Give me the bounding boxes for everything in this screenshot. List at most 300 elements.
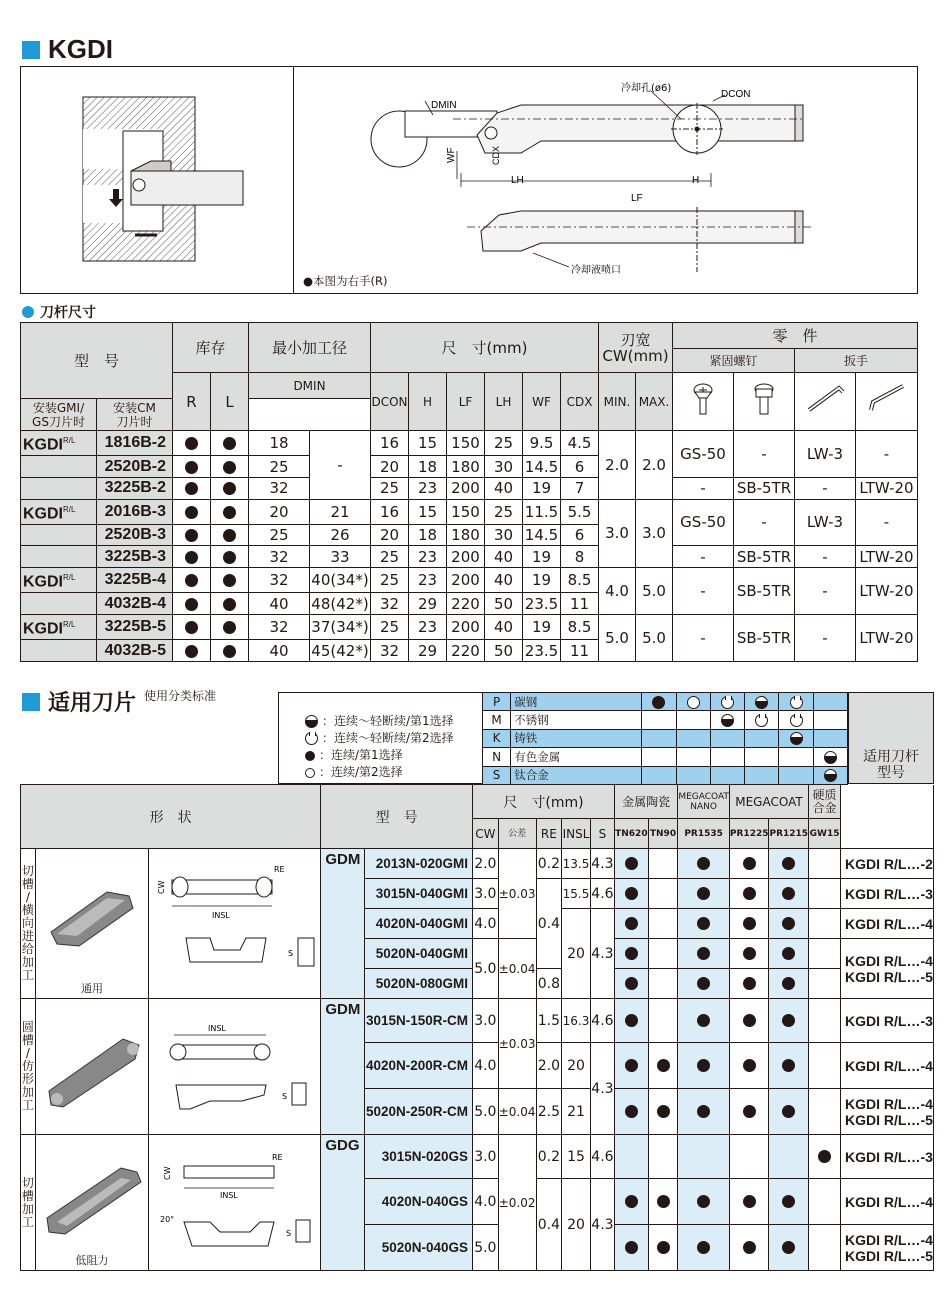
dcon-cell: 16 [371, 431, 409, 456]
dcon-cell: 25 [371, 614, 409, 639]
dcon-cell: 20 [371, 524, 409, 546]
wrench1-cell: - [795, 568, 856, 615]
insl-cell: 20 [562, 909, 591, 999]
insert-photo-cm [35, 999, 149, 1135]
cm-cell: 21 [310, 499, 371, 524]
wf-cell: 11.5 [523, 499, 561, 524]
insert-photo-label: 低阻力 [75, 1254, 109, 1267]
screw-gs-icon [673, 373, 734, 431]
legend-item: ：连续～轻断续/第2选择 [305, 730, 482, 747]
series-label: $KGDI^{R/L}$ [21, 431, 97, 456]
insert-drawing-gmi [149, 849, 321, 999]
lh-cell: 25 [485, 499, 523, 524]
lf-cell: 150 [447, 499, 485, 524]
half-open-dot-icon [745, 711, 779, 729]
cw-min-cell: 2.0 [599, 431, 636, 500]
gmi-cell: 18 [249, 431, 310, 456]
svg-text:INSL: INSL [219, 1190, 238, 1200]
filled-dot-icon [615, 1089, 649, 1135]
wf-cell: 14.5 [523, 524, 561, 546]
cm-cell: 45(42*) [311, 641, 369, 660]
holder-bar-left [131, 171, 243, 205]
hdr-re: RE [536, 819, 562, 849]
cm-cell: 33 [310, 546, 371, 568]
hdr-shape: 形 状 [21, 785, 321, 849]
hdr-l: L [211, 373, 249, 431]
half-open-dot-icon [305, 732, 318, 745]
holder-diagram [21, 67, 919, 295]
filled-dot-icon [729, 1179, 769, 1225]
cw-cell: 4.0 [473, 909, 499, 939]
wf-cell: 19 [523, 614, 561, 639]
dcon-cell: 32 [371, 640, 409, 662]
h-cell: 23 [409, 477, 447, 499]
screw1-cell: GS-50 [673, 499, 734, 546]
cw-cell: 4.0 [473, 1043, 499, 1089]
stock-r-dot-icon [173, 614, 211, 639]
svg-text:INSL: INSL [207, 1023, 226, 1033]
h-cell: 29 [409, 640, 447, 662]
insert-photo-gmi [35, 849, 149, 999]
lh-cell: 40 [485, 568, 523, 593]
re-cell: 0.4 [536, 1179, 562, 1271]
hdr-cdx: CDX [561, 373, 599, 431]
material-table [482, 692, 848, 785]
h-cell: 29 [409, 593, 447, 615]
filled-dot-icon [769, 1179, 809, 1225]
re-cell: 2.0 [536, 1043, 562, 1089]
insert-photo-label: 通用 [81, 982, 104, 995]
filled-dot-icon [615, 1179, 649, 1225]
insert-model-cell: 5020N-040GS [364, 1225, 472, 1271]
coolant-hole-label: 冷却孔(ø6) [621, 83, 672, 94]
lh-cell: 50 [485, 640, 523, 662]
insert-drawing-cm [149, 999, 321, 1135]
holder-cell: KGDI R/L…-4 [841, 909, 934, 939]
lf-cell: 150 [447, 431, 485, 456]
half-dot-icon [745, 693, 779, 711]
s-cell: 4.3 [590, 1179, 614, 1271]
insert-model-cell: 2013N-020GMI [364, 849, 472, 879]
model-cell: 3225B-4 [97, 568, 173, 593]
insert-group-label: GDM [321, 849, 365, 999]
filled-dot-icon [769, 879, 809, 909]
hdr-megacoat: MEGACOAT [729, 785, 808, 819]
half-dot-icon [813, 748, 847, 766]
lh-cell: 25 [485, 431, 523, 456]
filled-dot-icon [678, 879, 730, 909]
svg-text:S: S [285, 1228, 291, 1238]
title-square-icon [22, 693, 40, 711]
wf-cell: 14.5 [523, 456, 561, 478]
table-row [21, 568, 918, 593]
svg-text:RE: RE [271, 1152, 283, 1162]
insl-cell: 16.3 [562, 999, 591, 1043]
holder-cell: KGDI R/L…-2 [841, 849, 934, 879]
section2-subtitle: 使用分类标准 [144, 689, 217, 703]
legend-item: ：连续/第1选择 [305, 747, 482, 764]
s-cell: 4.6 [590, 999, 614, 1043]
wrench2-cell: - [856, 499, 918, 546]
filled-dot-icon [769, 1225, 809, 1271]
coolant-nozzle-label: 冷却液喷口 [571, 265, 621, 276]
svg-text:INSL: INSL [211, 910, 230, 920]
screw-sb-icon [734, 373, 795, 431]
legend-item: ：连续/第2选择 [305, 764, 482, 781]
filled-dot-icon [678, 1089, 730, 1135]
svg-text:S: S [287, 948, 293, 958]
tol-cell: ±0.03 [498, 999, 536, 1089]
insert-group-label: GDM [321, 999, 365, 1135]
lf-label: LF [631, 193, 643, 204]
lh-cell: 40 [485, 546, 523, 568]
hdr-lf: LF [447, 373, 485, 431]
re-cell: 1.5 [536, 999, 562, 1043]
stock-r-dot-icon [173, 593, 211, 615]
half-dot-icon [813, 766, 847, 784]
cdx-cell: 6 [561, 524, 599, 546]
cm-cell: 37(34*) [310, 614, 371, 639]
holder-cell: KGDI R/L…-4 KGDI R/L…-5 [841, 939, 934, 999]
model-cell: 4032B-4 [97, 593, 173, 615]
table-row [21, 999, 934, 1043]
gmi-cell: 25 [249, 456, 310, 478]
insert-model-cell: 3015N-150R-CM [364, 999, 472, 1043]
h-cell: 15 [409, 431, 447, 456]
cdx-cell: 11 [561, 593, 599, 615]
wrench2-cell: LTW-20 [856, 568, 918, 615]
screw2-cell: - [734, 499, 795, 546]
material-row: M 不锈钢 [483, 711, 848, 729]
filled-dot-icon [769, 1089, 809, 1135]
gmi-cell: 20 [249, 499, 310, 524]
filled-dot-icon [729, 1043, 769, 1089]
filled-dot-icon [648, 1225, 678, 1271]
half-open-dot-icon [779, 693, 813, 711]
hdr-cw: CW [473, 819, 499, 849]
stock-r-dot-icon [173, 568, 211, 593]
legend-box [278, 692, 482, 784]
stock-r-dot-icon [173, 477, 211, 499]
hdr-r: R [173, 373, 211, 431]
filled-dot-icon [769, 969, 809, 999]
hdr-grade-pr1215: PR1215 [769, 819, 809, 849]
filled-dot-icon [729, 939, 769, 969]
category-label: 圆 槽 / 仿 形 加 工 [21, 999, 36, 1135]
cw-max-cell: 5.0 [636, 614, 673, 661]
hdr-carbide: 硬质 合金 [809, 785, 841, 819]
hdr-screw: 紧固螺钉 [673, 349, 795, 373]
stock-l-dot-icon [211, 640, 249, 662]
cdx-cell: 4.5 [561, 431, 599, 456]
lf-cell: 200 [447, 614, 485, 639]
cw-cell: 5.0 [473, 939, 499, 999]
category-label: 切 槽 / 横 向 进 给 加 工 [21, 849, 36, 999]
lf-cell: 180 [447, 456, 485, 478]
stock-r-dot-icon [173, 546, 211, 568]
gmi-cell: 40 [249, 593, 310, 615]
wrench-ltw-icon [856, 373, 918, 431]
cdx-cell: 8.5 [561, 614, 599, 639]
lf-cell: 200 [447, 477, 485, 499]
open-dot-icon [305, 768, 315, 778]
gmi-cell: 25 [249, 524, 310, 546]
tol-cell: ±0.04 [498, 939, 536, 999]
cw-cell: 5.0 [473, 1089, 499, 1135]
hdr-s: S [590, 819, 614, 849]
hdr-wrench: 扳手 [795, 349, 918, 373]
table-row [21, 546, 918, 568]
screw1-cell: GS-50 [673, 431, 734, 478]
cw-cell: 3.0 [473, 879, 499, 909]
filled-dot-icon [678, 909, 730, 939]
holder-top-view [477, 105, 795, 153]
wrench1-cell: LW-3 [795, 431, 856, 478]
hdr-megacoat-nano: MEGACOAT NANO [678, 785, 730, 819]
filled-dot-icon [769, 909, 809, 939]
hdr-model: 型 号 [21, 323, 173, 399]
filled-dot-icon [615, 879, 649, 909]
model-cell: 2016B-3 [97, 499, 173, 524]
half-open-dot-icon [710, 693, 744, 711]
cdx-label: CDX [491, 145, 501, 165]
insl-cell: 20 [562, 1179, 591, 1271]
title-square-icon [22, 41, 40, 59]
wf-cell: 23.5 [523, 640, 561, 662]
cdx-cell: 8.5 [561, 568, 599, 593]
section-title-inserts [22, 686, 216, 717]
hdr-dmin: DMIN [249, 373, 371, 399]
insert-model-cell: 4020N-200R-CM [364, 1043, 472, 1089]
filled-dot-icon [648, 1179, 678, 1225]
screw1-cell: - [673, 477, 734, 499]
dcon-cell: 20 [371, 456, 409, 478]
stock-l-dot-icon [211, 568, 249, 593]
s-cell: 4.3 [590, 849, 614, 879]
applicable-holder-header: 适用刀杆 型号 [848, 692, 934, 784]
insert-table [20, 784, 934, 1271]
section2-title-text: 适用刀片 [48, 691, 137, 716]
s-cell: 4.3 [590, 1043, 614, 1135]
cm-cell: - [310, 431, 371, 500]
cw-min-cell: 5.0 [599, 614, 636, 661]
h-cell: 23 [409, 546, 447, 568]
lh-cell: 30 [485, 456, 523, 478]
gmi-cell: 32 [249, 614, 310, 639]
h-cell: 23 [409, 568, 447, 593]
cw-cell: 4.0 [473, 1179, 499, 1225]
table-row [21, 849, 934, 879]
cw-cell: 3.0 [473, 1135, 499, 1179]
screw2-cell: SB-5TR [734, 614, 795, 661]
table-row [21, 477, 918, 499]
gmi-cell: 32 [249, 568, 310, 593]
material-row: N 有色金属 [483, 748, 848, 766]
stock-l-dot-icon [211, 593, 249, 615]
filled-dot-icon [615, 1225, 649, 1271]
lh-cell: 30 [485, 524, 523, 546]
filled-dot-icon [615, 969, 649, 999]
filled-dot-icon [809, 1135, 841, 1179]
wrench1-cell: LW-3 [795, 499, 856, 546]
insert-model-cell: 5020N-080GMI [364, 969, 472, 999]
open-dot-icon [676, 693, 710, 711]
hdr-cw: 刃宽 CW(mm) [599, 323, 673, 373]
gmi-cell: 40 [249, 640, 310, 662]
filled-dot-icon [769, 1043, 809, 1089]
model-cell: 3225B-2 [97, 477, 173, 499]
screw2-cell: SB-5TR [734, 546, 795, 568]
insl-cell: 21 [562, 1089, 591, 1135]
cw-cell: 5.0 [473, 1225, 499, 1271]
model-cell: 3225B-3 [97, 546, 173, 568]
lh-cell: 50 [485, 593, 523, 615]
cw-min-cell: 4.0 [599, 568, 636, 615]
category-label: 切 槽 加 工 [21, 1135, 36, 1271]
insl-cell: 15.5 [562, 879, 591, 909]
holder-side-view [481, 211, 795, 251]
lf-cell: 200 [447, 546, 485, 568]
table-row [21, 1135, 934, 1179]
filled-dot-icon [769, 999, 809, 1043]
model-cell: 4032B-5 [97, 640, 173, 662]
filled-dot-icon [729, 849, 769, 879]
cdx-cell: 6 [561, 456, 599, 478]
filled-dot-icon [305, 751, 315, 761]
stock-l-dot-icon [211, 431, 249, 456]
hdr-min: MIN. [599, 373, 636, 431]
dcon-cell: 16 [371, 499, 409, 524]
s-cell: 4.3 [590, 909, 614, 999]
material-row: K 铸铁 [483, 729, 848, 747]
gmi-cell: 32 [249, 477, 310, 499]
filled-dot-icon [678, 1179, 730, 1225]
wrench1-cell: - [795, 546, 856, 568]
insert-model-cell: 3015N-020GS [364, 1135, 472, 1179]
stock-l-dot-icon [211, 456, 249, 478]
screw1-cell: - [673, 614, 734, 661]
hdr-stock: 库存 [173, 323, 249, 373]
half-dot-icon [305, 715, 318, 728]
re-cell: 0.8 [536, 969, 562, 999]
filled-dot-icon [678, 999, 730, 1043]
screw2-cell: SB-5TR [734, 568, 795, 615]
filled-dot-icon [615, 1043, 649, 1089]
filled-dot-icon [729, 1225, 769, 1271]
wrench2-cell: LTW-20 [856, 477, 918, 499]
tol-cell: ±0.04 [498, 1089, 536, 1135]
hdr-h: H [409, 373, 447, 431]
hdr-grade-pr1225: PR1225 [729, 819, 769, 849]
stock-r-dot-icon [173, 499, 211, 524]
cdx-cell: 11 [561, 640, 599, 662]
hdr-max: MAX. [636, 373, 673, 431]
hdr-insert-dims: 尺 寸(mm) [473, 785, 615, 819]
wf-cell: 19 [523, 568, 561, 593]
hdr-grade-gw15: GW15 [809, 819, 841, 849]
cdx-cell: 5.5 [561, 499, 599, 524]
table-row [21, 499, 918, 524]
hdr-dims: 尺 寸(mm) [371, 323, 599, 373]
bullet-dot-icon [22, 306, 34, 318]
insl-cell: 13.5 [562, 849, 591, 879]
hdr-grade-pr1535: PR1535 [678, 819, 730, 849]
lh-cell: 40 [485, 477, 523, 499]
h-cell: 15 [409, 499, 447, 524]
filled-dot-icon [615, 849, 649, 879]
filled-dot-icon [648, 1089, 678, 1135]
holder-cell: KGDI R/L…-4 [841, 1043, 934, 1089]
section-title-text: KGDI [48, 34, 113, 64]
material-row: P 碳钢 [483, 693, 848, 711]
insert-model-cell: 3015N-040GMI [364, 879, 472, 909]
material-row: S 钛合金 [483, 766, 848, 784]
holder-cell: KGDI R/L…-3 [841, 1135, 934, 1179]
hdr-insert-model: 型 号 [321, 785, 473, 849]
filled-dot-icon [678, 1043, 730, 1089]
lf-cell: 180 [447, 524, 485, 546]
cw-cell: 3.0 [473, 999, 499, 1043]
stock-l-dot-icon [211, 477, 249, 499]
series-label: $KGDI^{R/L}$ [21, 499, 97, 524]
hdr-wf: WF [523, 373, 561, 431]
svg-text:20°: 20° [159, 1214, 174, 1224]
hdr-parts: 零 件 [673, 323, 918, 349]
filled-dot-icon [678, 969, 730, 999]
cm-cell: 26 [310, 524, 371, 546]
insert-photo-gs [35, 1135, 149, 1271]
s-cell: 4.6 [590, 1135, 614, 1179]
wf-cell: 9.5 [523, 431, 561, 456]
lh-label: LH [511, 175, 524, 186]
svg-text:CW: CW [156, 880, 166, 894]
cw-max-cell: 3.0 [636, 499, 673, 568]
filled-dot-icon [678, 849, 730, 879]
screw2-cell: SB-5TR [734, 477, 795, 499]
stock-r-dot-icon [173, 431, 211, 456]
filled-dot-icon [678, 1225, 730, 1271]
half-open-dot-icon [779, 711, 813, 729]
screw2-cell: - [734, 431, 795, 478]
stock-r-dot-icon [173, 640, 211, 662]
model-cell: 1816B-2 [97, 431, 173, 456]
section-title-kgdi [22, 34, 113, 65]
wrench-lw-icon [795, 373, 856, 431]
h-cell: 18 [409, 456, 447, 478]
wrench2-cell: - [856, 431, 918, 478]
lh-cell: 40 [485, 614, 523, 639]
filled-dot-icon [729, 999, 769, 1043]
holder-size-table [20, 322, 918, 662]
re-cell: 0.2 [536, 1135, 562, 1179]
insl-cell: 15 [562, 1135, 591, 1179]
hdr-tol: 公差 [498, 819, 536, 849]
h-label: H [692, 175, 700, 186]
model-cell: 2520B-2 [97, 456, 173, 478]
hdr-gmi: 安装GMI/ GS刀片时 [21, 399, 97, 431]
dcon-label: DCON [721, 89, 751, 100]
gmi-cell: 32 [249, 546, 310, 568]
table-row [21, 431, 918, 456]
tol-cell: ±0.03 [498, 849, 536, 939]
wrench2-cell: LTW-20 [856, 546, 918, 568]
filled-dot-icon [615, 939, 649, 969]
table-row [21, 614, 918, 639]
wrench2-cell: LTW-20 [856, 614, 918, 661]
dcon-cell: 32 [371, 593, 409, 615]
lf-cell: 220 [447, 640, 485, 662]
svg-text:CW: CW [162, 1166, 172, 1180]
